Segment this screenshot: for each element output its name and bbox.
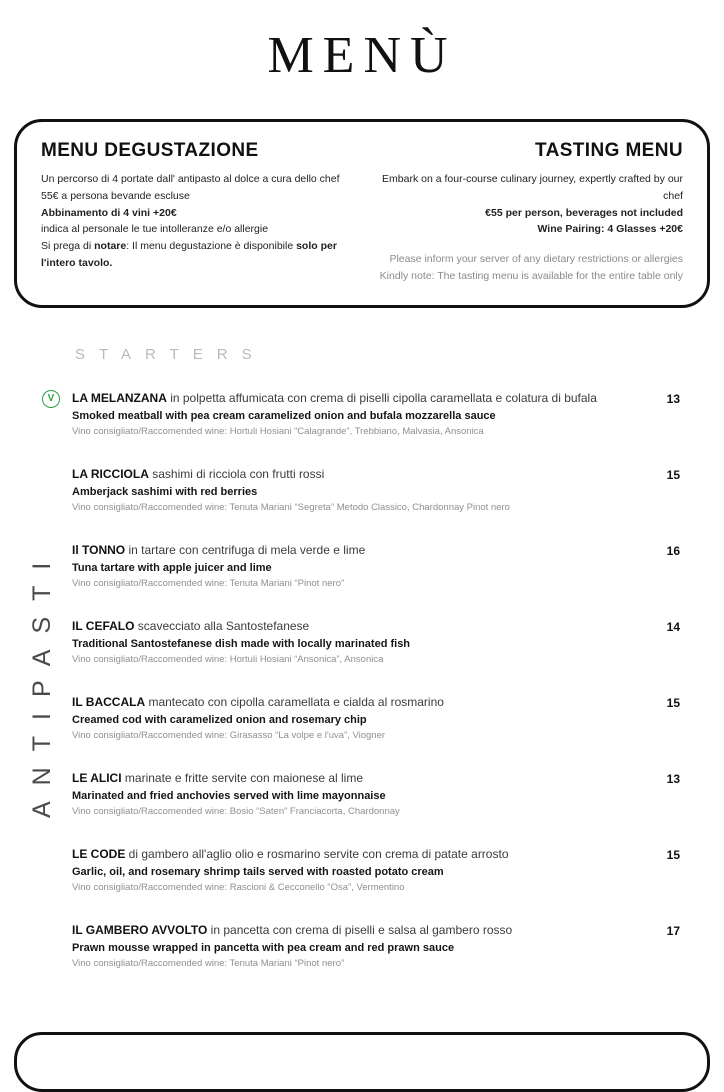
- dish-name: LE CODE: [72, 846, 126, 861]
- tasting-box-right-column: [374, 140, 683, 285]
- dish-price: 16: [666, 543, 680, 558]
- dish-list: [47, 390, 680, 969]
- note-line: [41, 171, 350, 188]
- note-text: notare: [94, 240, 127, 253]
- dish-description-english: Garlic, oil, and rosemary shrimp tails served with roasted potato cream: [72, 865, 444, 878]
- note-line: [374, 251, 683, 268]
- dish-description-english: Traditional Santostefanese dish made with locally marinated fish: [72, 637, 411, 650]
- dish-title-line: [72, 467, 638, 482]
- dish-title-line: [72, 771, 638, 786]
- note-line: [374, 221, 683, 238]
- vegetarian-icon: V: [42, 390, 60, 408]
- note-text: Kindly note: The tasting menu is available for the entire table only: [379, 269, 683, 282]
- dish-name: LA MELANZANA: [72, 390, 167, 405]
- dish-name: IL CEFALO: [72, 618, 135, 633]
- dish-description-english: Smoked meatball with pea cream caramelized onion and bufala mozzarella sauce: [72, 409, 496, 422]
- dish-item: [72, 543, 680, 589]
- dish-price: 15: [666, 695, 680, 710]
- dish-price: 13: [666, 391, 680, 406]
- dish-price: 15: [666, 847, 680, 862]
- dish-price: 15: [666, 467, 680, 482]
- antipasti-vertical-label: ANTIPASTI: [28, 546, 56, 818]
- dish-name: LA RICCIOLA: [72, 466, 149, 481]
- dish-title-line: [72, 391, 638, 406]
- dish-price: 17: [666, 923, 680, 938]
- dish-title-line: [72, 543, 638, 558]
- dish-wine-pairing: Vino consigliato/Raccomended wine: Bosio “Saten” Franciacorta, Chardonnay: [72, 805, 400, 817]
- dish-item: [72, 771, 680, 817]
- note-text: indica al personale le tue intolleranze e/o allergie: [41, 223, 269, 236]
- dish-description-english: Amberjack sashimi with red berries: [72, 485, 258, 498]
- dish-description-italian: marinate e fritte servite con maionese al lime: [121, 770, 363, 785]
- note-text: 55€ a persona bevande escluse: [41, 189, 190, 202]
- note-text: Un percorso di 4 portate dall' antipasto al dolce a cura dello chef: [41, 173, 340, 185]
- page-title: MENÙ: [267, 27, 457, 84]
- tasting-notes: [374, 171, 683, 285]
- tasting-box-left-column: [41, 140, 350, 285]
- starters-section-label: STARTERS: [75, 345, 266, 363]
- dish-description-italian: mantecato con cipolla caramellata e cialda al rosmarino: [145, 694, 444, 709]
- menu-page: [0, 26, 724, 969]
- dish-description-italian: sashimi di ricciola con frutti rossi: [148, 466, 325, 481]
- dish-item: [72, 619, 680, 665]
- dish-item: [72, 847, 680, 893]
- note-text: : Il menu degustazione è disponibile: [126, 240, 297, 253]
- dish-wine-pairing: Vino consigliato/Raccomended wine: Hortuli Hosiani “Ansonica”, Ansonica: [72, 653, 384, 665]
- note-text: solo per l'intero tavolo.: [41, 240, 337, 269]
- dish-description-english: Tuna tartare with apple juicer and lime: [72, 561, 272, 574]
- note-line: [41, 188, 350, 205]
- dish-title-line: [72, 695, 638, 710]
- dish-item: [72, 695, 680, 741]
- dish-title-line: [72, 619, 638, 634]
- note-text: Si prega di: [41, 240, 95, 253]
- note-line: [374, 268, 683, 285]
- note-text: Abbinamento di 4 vini +20€: [41, 206, 177, 219]
- dish-price: 14: [666, 619, 680, 634]
- note-text: Please inform your server of any dietary restrictions or allergies: [389, 253, 683, 266]
- note-line: [374, 205, 683, 222]
- dish-description-italian: scavecciato alla Santostefanese: [134, 618, 310, 633]
- note-line: [41, 238, 350, 272]
- dish-item: [72, 467, 680, 513]
- dish-title-line: [72, 847, 638, 862]
- dish-wine-pairing: Vino consigliato/Raccomended wine: Tenuta Mariani “Pinot nero”: [72, 577, 345, 589]
- note-text: Wine Pairing: 4 Glasses +20€: [537, 223, 683, 236]
- dish-name: LE ALICI: [72, 770, 122, 785]
- degustazione-heading: MENU DEGUSTAZIONE: [41, 140, 259, 161]
- dish-wine-pairing: Vino consigliato/Raccomended wine: Tenuta Mariani “Pinot nero”: [72, 957, 345, 969]
- dish-description-english: Marinated and fried anchovies served with lime mayonnaise: [72, 789, 386, 802]
- dish-name: Il TONNO: [72, 542, 126, 557]
- dish-description-english: Prawn mousse wrapped in pancetta with pea cream and red prawn sauce: [72, 941, 455, 954]
- note-line: [374, 171, 683, 205]
- dish-description-italian: di gambero all'aglio olio e rosmarino servite con crema di patate arrosto: [125, 846, 509, 861]
- degustazione-notes: [41, 171, 350, 272]
- note-text: Embark on a four-course culinary journey, expertly crafted by our chef: [382, 173, 683, 202]
- note-line: [41, 205, 350, 222]
- next-section-box-partial: [14, 1032, 710, 1092]
- dish-wine-pairing: Vino consigliato/Raccomended wine: Rascioni & Cecconello “Osa”, Vermentino: [72, 881, 405, 893]
- dish-wine-pairing: Vino consigliato/Raccomended wine: Hortuli Hosiani “Calagrande”, Trebbiano, Malvasia, Ansonica: [72, 425, 484, 437]
- dish-title-line: [72, 923, 638, 938]
- dish-wine-pairing: Vino consigliato/Raccomended wine: Tenuta Mariani “Segreta” Metodo Classico, Chardonnay Pinot nero: [72, 501, 510, 513]
- dish-description-english: Creamed cod with caramelized onion and rosemary chip: [72, 713, 367, 726]
- dish-name: IL BACCALA: [72, 694, 146, 709]
- dish-item: [47, 390, 680, 437]
- dish-price: 13: [666, 771, 680, 786]
- dish-description-italian: in tartare con centrifuga di mela verde e lime: [125, 542, 366, 557]
- dish-description-italian: in pancetta con crema di piselli e salsa al gambero rosso: [207, 922, 513, 937]
- tasting-menu-box: [14, 119, 710, 308]
- dish-name: IL GAMBERO AVVOLTO: [72, 922, 208, 937]
- dish-description-italian: in polpetta affumicata con crema di piselli cipolla caramellata e colatura di bufala: [166, 390, 597, 405]
- note-text: €55 per person, beverages not included: [485, 206, 683, 219]
- dish-item: [72, 923, 680, 969]
- note-line: [41, 221, 350, 238]
- dish-wine-pairing: Vino consigliato/Raccomended wine: Girasasso “La volpe e l'uva”, Viogner: [72, 729, 386, 741]
- tasting-heading: TASTING MENU: [535, 140, 683, 161]
